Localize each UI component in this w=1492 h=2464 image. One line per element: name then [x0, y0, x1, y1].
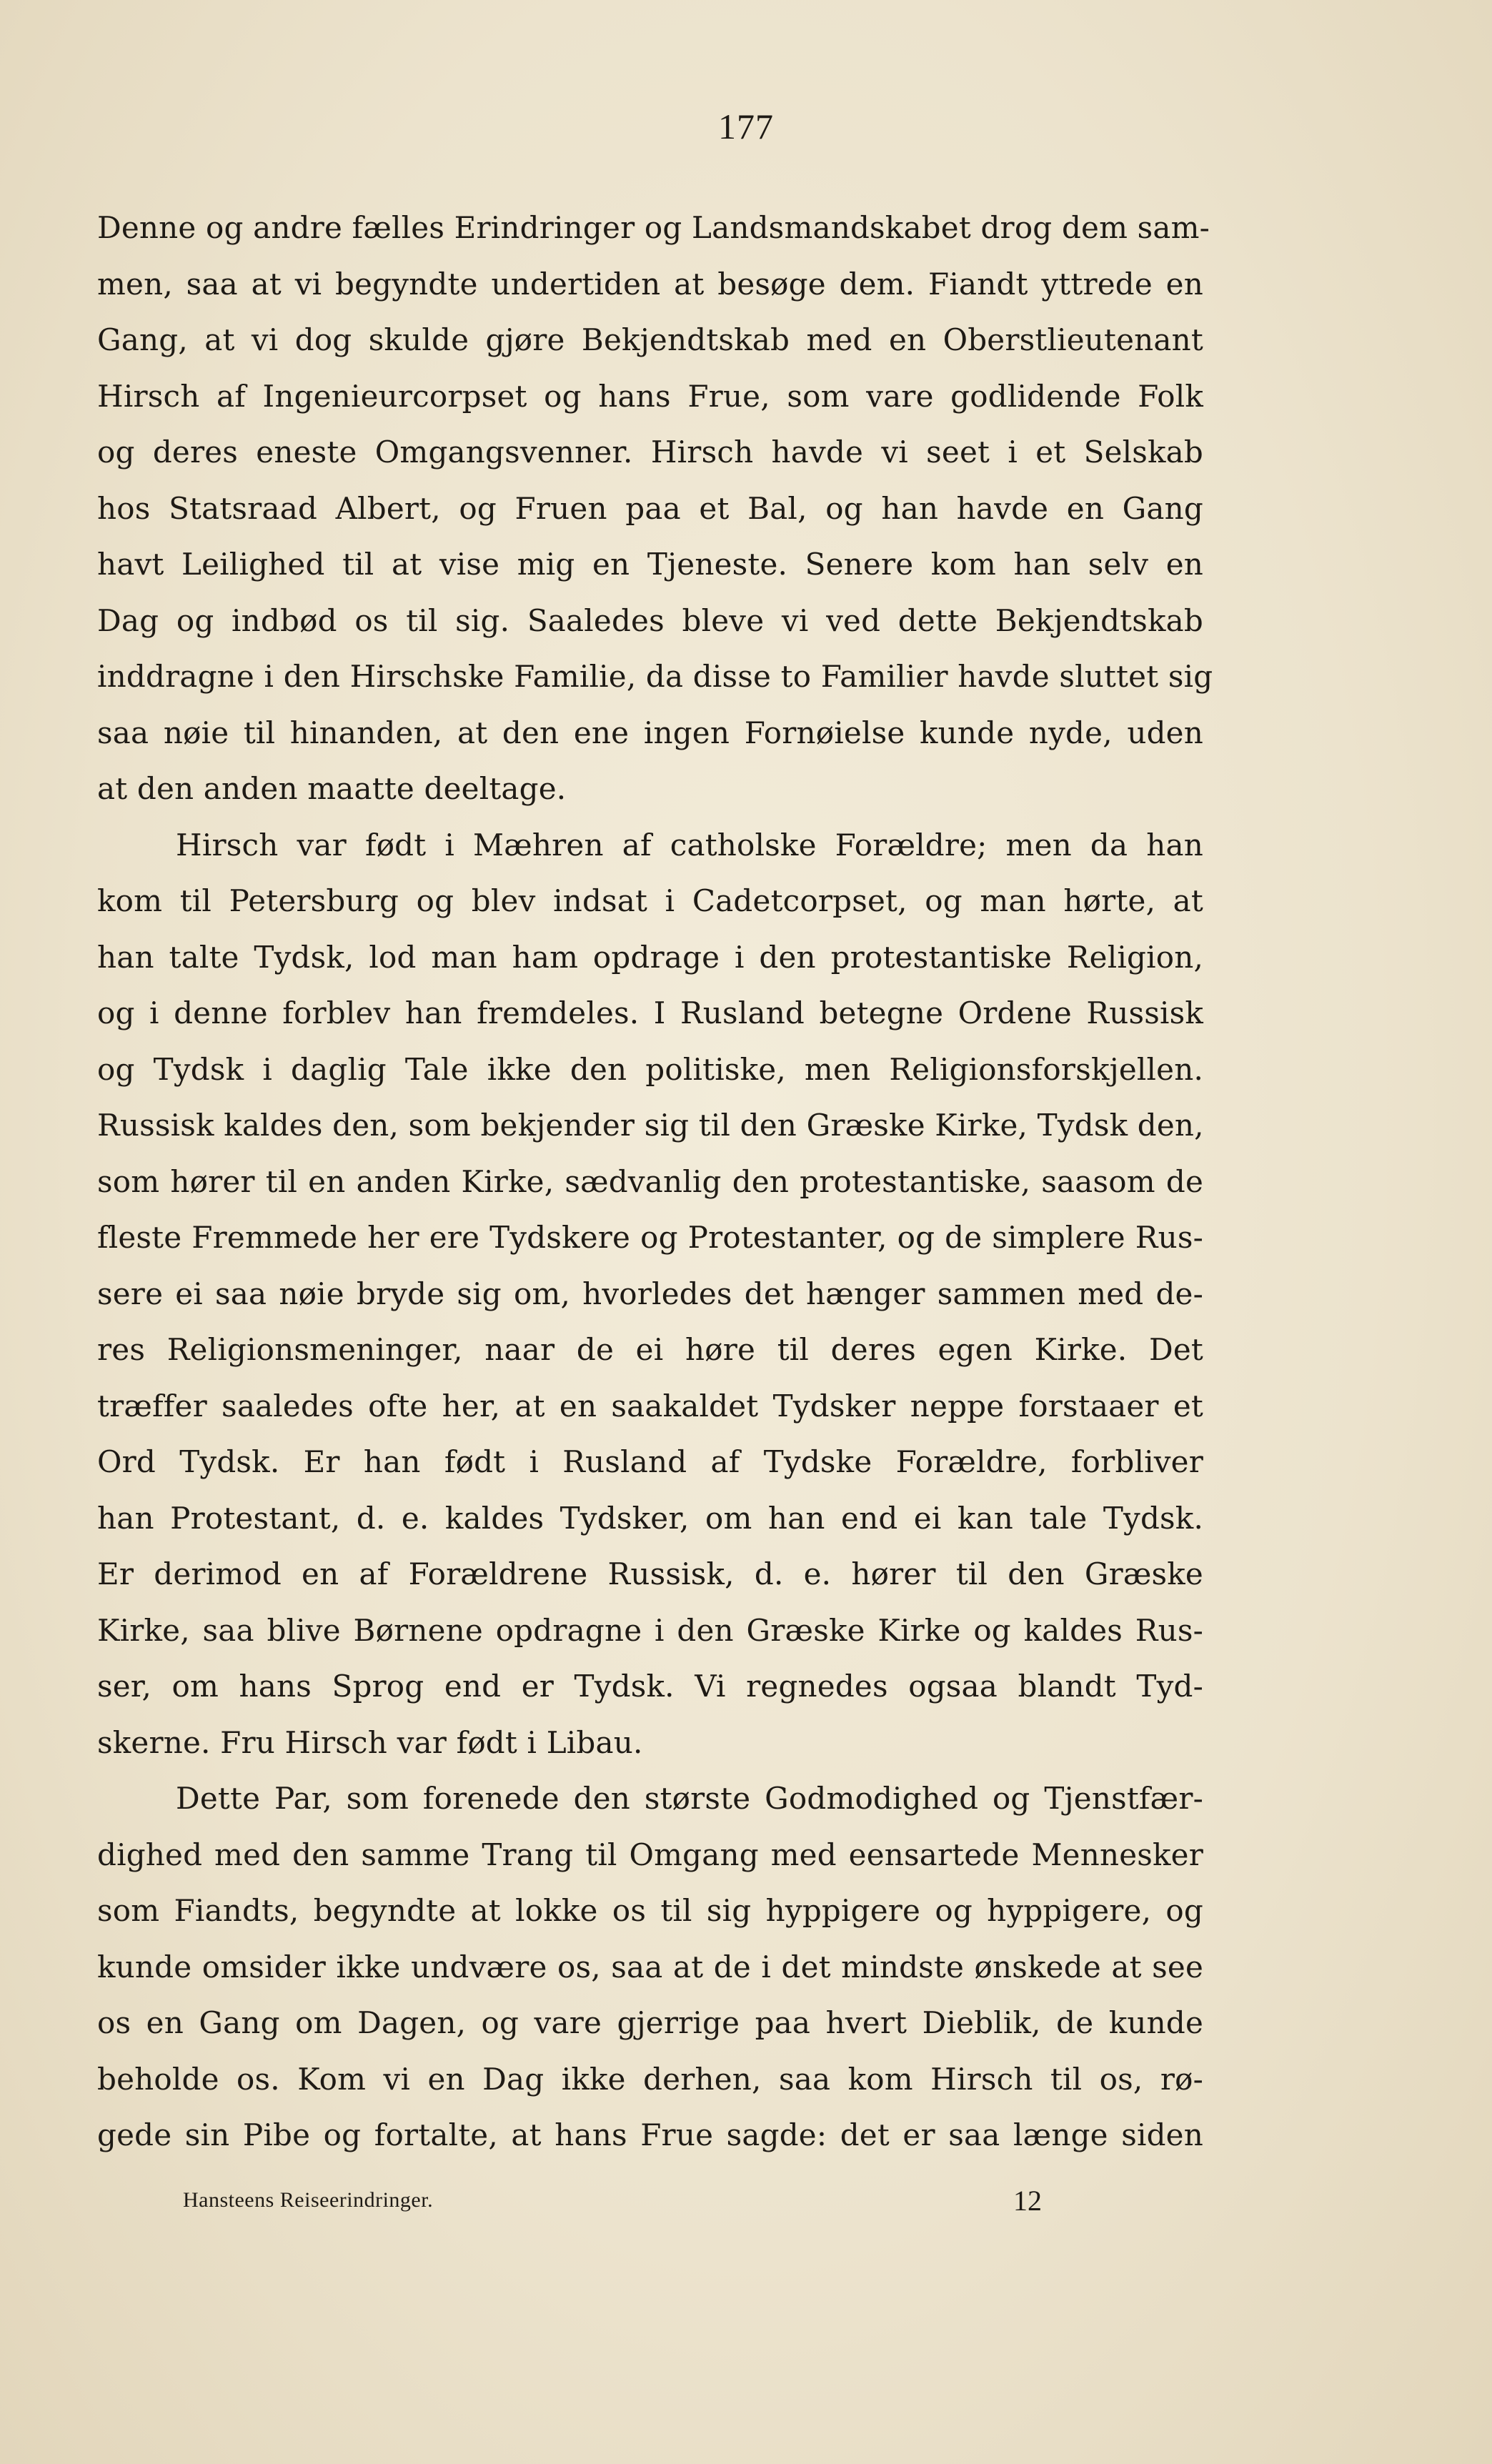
text-line: Hirsch af Ingenieurcorpset og hans Frue, som vare godlidende Folk [97, 378, 1203, 414]
text-line: som hører til en anden Kirke, sædvanlig den protestantiske, saasom de [97, 1163, 1203, 1199]
text-line: han Protestant, d. e. kaldes Tydsker, om han end ei kan tale Tydsk. [97, 1500, 1203, 1536]
text-line: Hirsch var født i Mæhren af catholske Forældre; men da han [176, 827, 1203, 863]
page-footer [0, 2184, 1492, 2220]
text-line: gede sin Pibe og fortalte, at hans Frue sagde: det er saa længe siden [97, 2117, 1203, 2152]
text-line: som Fiandts, begyndte at lokke os til sig hyppigere og hyppigere, og [97, 1893, 1203, 1928]
text-line: Gang, at vi dog skulde gjøre Bekjendtskab med en Oberstlieutenant [97, 322, 1203, 357]
page-number: 177 [718, 106, 774, 146]
paragraph-1 [97, 200, 1213, 818]
text-line: Dette Par, som forenede den største Godmodighed og Tjenstfær- [176, 1781, 1203, 1816]
text-line: han talte Tydsk, lod man ham opdrage i den protestantiske Religion, [97, 939, 1203, 975]
text-line: træffer saaledes ofte her, at en saakaldet Tydsker neppe forstaaer et [97, 1388, 1203, 1424]
paragraph-2 [97, 818, 1203, 1772]
signature-line: Hansteens Reiseerindringer. [183, 2188, 434, 2212]
text-line: men, saa at vi begyndte undertiden at besøge dem. Fiandt yttrede en [97, 266, 1203, 302]
text-line: inddragne i den Hirschske Familie, da disse to Familier havde sluttet sig [97, 659, 1213, 694]
text-line: hos Statsraad Albert, og Fruen paa et Bal, og han havde en Gang [97, 490, 1203, 526]
text-line: Dag og indbød os til sig. Saaledes bleve vi ved dette Bekjendtskab [97, 602, 1203, 638]
text-line: fleste Fremmede her ere Tydskere og Protestanter, og de simplere Rus- [97, 1220, 1203, 1255]
text-line: at den anden maatte deeltage. [97, 771, 567, 806]
text-line: Kirke, saa blive Børnene opdragne i den Græske Kirke og kaldes Rus- [97, 1612, 1203, 1648]
text-line: Er derimod en af Forældrene Russisk, d. e. hører til den Græske [97, 1556, 1203, 1591]
text-line: og Tydsk i daglig Tale ikke den politiske, men Religionsforskjellen. [97, 1051, 1203, 1087]
text-line: os en Gang om Dagen, og vare gjerrige paa hvert Dieblik, de kunde [97, 2005, 1203, 2040]
text-line: ser, om hans Sprog end er Tydsk. Vi regnedes ogsaa blandt Tyd- [97, 1669, 1203, 1704]
text-line: skerne. Fru Hirsch var født i Libau. [97, 1724, 643, 1760]
text-line: dighed med den samme Trang til Omgang med eensartede Mennesker [97, 1837, 1203, 1872]
text-line: Denne og andre fælles Erindringer og Landsmandskabet drog dem sam- [97, 210, 1210, 245]
text-line: og i denne forblev han fremdeles. I Rusland betegne Ordene Russisk [97, 995, 1203, 1030]
text-line: Russisk kaldes den, som bekjender sig til den Græske Kirke, Tydsk den, [97, 1108, 1204, 1143]
text-line: saa nøie til hinanden, at den ene ingen Fornøielse kunde nyde, uden [97, 715, 1203, 750]
text-line: og deres eneste Omgangsvenner. Hirsch havde vi seet i et Selskab [97, 434, 1203, 470]
sheet-number: 12 [1013, 2185, 1042, 2217]
text-line: res Religionsmeninger, naar de ei høre til deres egen Kirke. Det [97, 1332, 1203, 1367]
paragraph-3 [97, 1771, 1203, 2164]
text-line: kunde omsider ikke undvære os, saa at de i det mindste ønskede at see [97, 1949, 1203, 1984]
body-text [97, 200, 1213, 2164]
text-line: Ord Tydsk. Er han født i Rusland af Tydske Forældre, forbliver [97, 1444, 1203, 1479]
text-line: havt Leilighed til at vise mig en Tjeneste. Senere kom han selv en [97, 547, 1203, 582]
text-line: sere ei saa nøie bryde sig om, hvorledes det hænger sammen med de- [97, 1276, 1203, 1311]
text-line: beholde os. Kom vi en Dag ikke derhen, saa kom Hirsch til os, rø- [97, 2061, 1203, 2097]
text-line: kom til Petersburg og blev indsat i Cadetcorpset, og man hørte, at [97, 883, 1203, 918]
